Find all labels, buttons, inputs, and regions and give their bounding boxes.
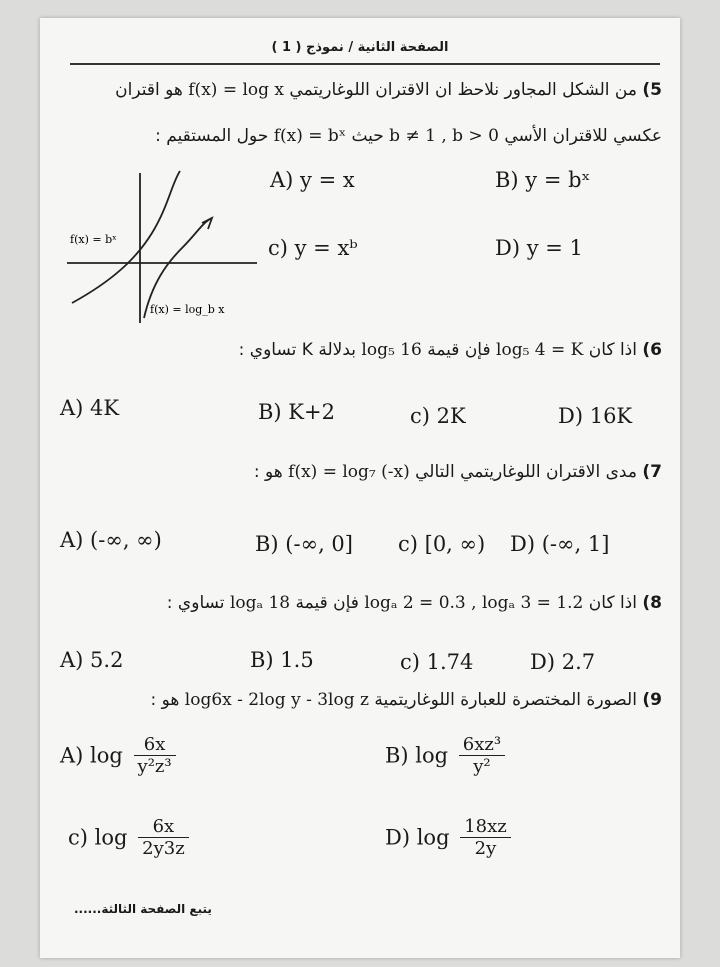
question-5-option-c: c) y = xᵇ — [268, 236, 358, 260]
header-divider — [70, 63, 660, 65]
question-9-expression: log6x - 2log y - 3log z — [184, 690, 369, 710]
question-9-number: 9) — [642, 690, 662, 710]
question-9-option-d: D) log $\frac{18xz}{2y}$ — [385, 816, 511, 859]
question-8-option-c: c) 1.74 — [400, 650, 474, 674]
question-6-text-b: فإن قيمة — [427, 340, 491, 360]
question-5-option-a: A) y = x — [270, 168, 355, 192]
question-5-line-1 — [115, 80, 662, 100]
question-9-tail: هو : — [150, 690, 180, 710]
question-5-text-tail: هو اقتران — [115, 80, 183, 100]
question-8-text-b: فإن قيمة — [295, 593, 359, 613]
question-6-text-a: اذا كان — [588, 340, 637, 360]
question-7-option-d: D) (-∞, 1] — [510, 532, 610, 556]
question-8-option-d: D) 2.7 — [530, 650, 596, 674]
question-5-graph — [62, 163, 262, 328]
question-8-text-a: اذا كان — [588, 593, 637, 613]
question-5-number: 5) — [642, 80, 662, 100]
page-header: الصفحة الثانية / نموذج ( 1 ) — [271, 40, 449, 55]
question-8-option-a: A) 5.2 — [60, 648, 124, 672]
question-9-text: الصورة المختصرة للعبارة اللوغاريتمية — [374, 690, 637, 710]
question-6-number: 6) — [642, 340, 662, 360]
question-5-text-2-tail: حول المستقيم : — [155, 126, 269, 146]
question-6-option-b: B) K+2 — [258, 400, 335, 424]
question-7 — [254, 462, 662, 482]
question-8-given: logₐ 2 = 0.3 , logₐ 3 = 1.2 — [364, 593, 584, 613]
question-6-given: log₅ 4 = K — [496, 340, 584, 360]
question-5-condition: حيث b ≠ 1 , b > 0 — [351, 126, 499, 146]
question-6 — [239, 340, 662, 360]
question-5-text: من الشكل المجاور نلاحظ ان الاقتران اللوغاريتمي — [289, 80, 637, 100]
graph-label-exp: f(x) = bˣ — [70, 233, 117, 246]
question-6-text-c: بدلالة K تساوي : — [238, 340, 356, 360]
exam-page — [40, 18, 680, 958]
question-5-expression: f(x) = log x — [188, 80, 285, 100]
question-5-option-b: B) y = bˣ — [495, 168, 591, 192]
question-7-text: مدى الاقتران اللوغاريتمي التالي — [415, 462, 637, 482]
question-5-option-d: D) y = 1 — [495, 236, 583, 260]
question-9-option-a: A) log $\frac{6x}{\text{y²z³}}$ — [60, 734, 176, 777]
question-9-option-b: B) log $\frac{\text{6xz³}}{\text{y²}}$ — [385, 734, 505, 777]
question-7-number: 7) — [642, 462, 662, 482]
question-7-tail: هو : — [253, 462, 283, 482]
question-8-tail: تساوي : — [166, 593, 225, 613]
question-8-option-b: B) 1.5 — [250, 648, 314, 672]
question-8 — [167, 593, 662, 613]
question-8-number: 8) — [642, 593, 662, 613]
question-9 — [151, 690, 663, 710]
question-7-expression: f(x) = log₇ (-x) — [288, 462, 410, 482]
question-5-exp-function: f(x) = bˣ — [273, 126, 347, 146]
question-6-option-d: D) 16K — [558, 404, 633, 428]
question-6-option-a: A) 4K — [60, 396, 120, 420]
question-5-line-2 — [155, 126, 662, 146]
question-9-option-c: c) log $\frac{6x}{2y3z}$ — [68, 816, 189, 859]
question-6-option-c: c) 2K — [410, 404, 466, 428]
question-5-text-2: عكسي للاقتران الأسي — [504, 126, 662, 146]
question-7-option-a: A) (-∞, ∞) — [60, 528, 162, 552]
question-6-target: log₅ 16 — [361, 340, 422, 360]
question-7-option-b: B) (-∞, 0] — [255, 532, 353, 556]
page-footer: يتبع الصفحة الثالثة...... — [74, 902, 212, 916]
question-8-target: logₐ 18 — [229, 593, 291, 613]
question-7-option-c: c) [0, ∞) — [398, 532, 486, 556]
graph-label-log: f(x) = log_b x — [150, 303, 225, 316]
